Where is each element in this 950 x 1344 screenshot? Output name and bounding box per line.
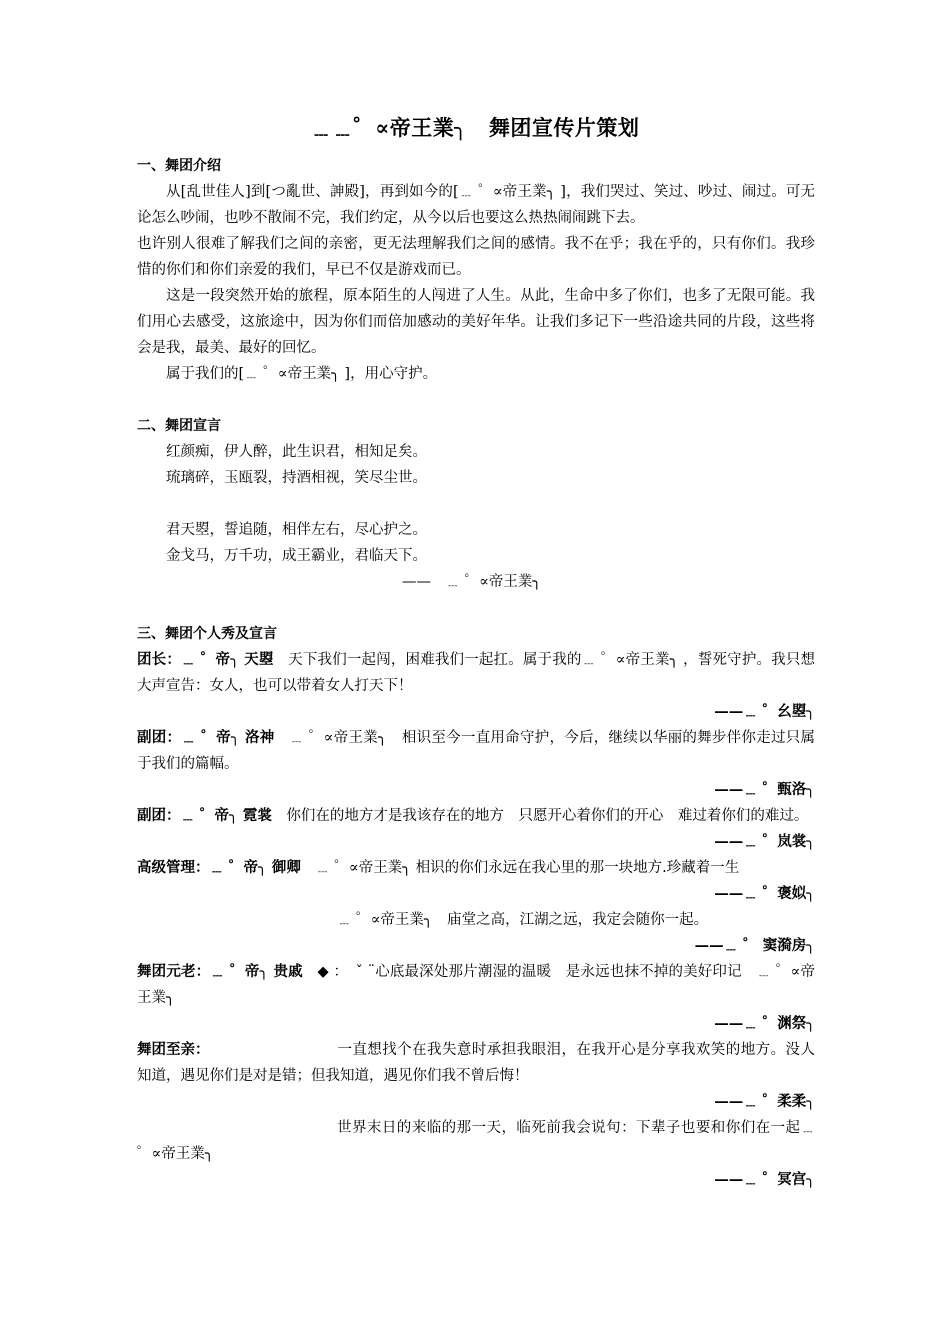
spacer [137, 387, 815, 413]
document-body [137, 153, 815, 1193]
member-statement: 天下我们一起闯，困难我们一起扛。属于我的﹍ ゜∝帝王業╮ ，誓死守护。我只想大声宣告：女人，也可以带着女人打天下！ [137, 652, 815, 694]
member-role: 舞团至亲： [137, 1041, 210, 1058]
member-signature: ——﹍ ゜岚裳╮ [714, 833, 815, 850]
member-statement: 世界末日的来临的那一天，临死前我会说句：下辈子也要和你们在一起﹍ ゜∝帝王業╮ [137, 1120, 815, 1162]
member-signature: ——﹍ ゜甄洛╮ [714, 781, 815, 798]
member-statement: ﹍ ゜∝帝王業╮ 相识的你们永远在我心里的那一块地方.珍藏着一生 [300, 860, 740, 876]
member-entry [137, 855, 815, 881]
spacer [137, 491, 815, 517]
member-role: 副团：﹍ ゜帝╮ 洛神 [137, 729, 275, 746]
member-entry [137, 647, 815, 699]
member-role: 团长：﹍ ゜帝╮ 天曌 [137, 651, 274, 668]
member-signature: ——﹍ ゜柔柔╮ [714, 1093, 815, 1110]
member-role: 舞团元老：﹍ ゜帝╮ 贵戚 [137, 963, 303, 980]
member-signature: ——﹍ ゜ 窦漪房╮ [694, 937, 815, 954]
spacer [137, 595, 815, 621]
member-signature: ——﹍ ゜冥宫╮ [714, 1171, 815, 1188]
member-statement: 一直想找个在我失意时承担我眼泪，在我开心是分享我欢笑的地方。没人知道，遇见你们是对是错；但我知道，遇见你们我不曾后悔！ [137, 1042, 815, 1084]
member-role: 高级管理：﹍ ゜帝╮ 御卿 [137, 859, 301, 876]
section-heading-members: 三、舞团个人秀及宣言 [137, 626, 277, 642]
declaration-signature: —— ﹍ ゜∝帝王業╮ [402, 574, 542, 590]
declaration-line-1: 红颜痴，伊人醉，此生识君，相知足矣。 [166, 444, 427, 460]
member-statement: ﹍ ゜∝帝王業╮ 相识至今一直用命守护，今后，继续以华丽的舞步伴你走过只属于我们的篇幅。 [137, 730, 816, 772]
declaration-line-3: 君天曌，誓追随，相伴左右，尽心护之。 [166, 522, 427, 538]
member-signature: ——﹍ ゜幺曌╮ [714, 703, 815, 720]
declaration-line-2: 琉璃碎，玉瓯裂，持酒相视，笑尽尘世。 [166, 470, 427, 486]
intro-paragraph-2: 也许别人很难了解我们之间的亲密，更无法理解我们之间的感情。我不在乎；我在乎的，只有你们。我珍惜的你们和你们亲爱的我们，早已不仅是游戏而已。 [137, 236, 815, 278]
section-heading-declaration: 二、舞团宣言 [137, 418, 221, 434]
member-signature: ——﹍ ゜褒姒╮ [714, 885, 815, 902]
member-entry [137, 1037, 815, 1089]
member-entry [137, 907, 815, 933]
member-statement: ◆ ： ˇ ¨心底最深处那片潮湿的温暖 是永远也抹不掉的美好印记 ﹍ ゜∝帝王業╮ [137, 964, 815, 1006]
page-title: ﹍﹍゜∝帝王業╮ 舞团宣传片策划 [310, 115, 640, 140]
member-entry [137, 1115, 815, 1167]
member-statement: 你们在的地方才是我该存在的地方 只愿开心着你们的开心 难过着你们的难过。 [271, 808, 809, 824]
section-heading-intro: 一、舞团介绍 [137, 158, 221, 174]
member-entry [137, 725, 815, 777]
intro-paragraph-4: 属于我们的[﹍ ゜∝帝王業╮ ]，用心守护。 [166, 366, 438, 382]
member-entry [137, 803, 815, 829]
member-role: 副团：﹍ ゜帝╮ 霓裳 [137, 807, 272, 824]
intro-paragraph-3: 这是一段突然开始的旅程，原本陌生的人闯进了人生。从此，生命中多了你们，也多了无限可能。我们用心去感受，这旅途中，因为你们而倍加感动的美好年华。让我们多记下一些沿途共同的片段，这些将会是我，最美、最好的回忆。 [137, 288, 815, 356]
member-entry [137, 959, 815, 1011]
intro-paragraph-1: 从[乱世佳人]到[つ亂世、訷殿]，再到如今的[﹍ ゜∝帝王業╮ ]，我们哭过、笑过、吵过、闹过。可无论怎么吵闹，也吵不散闹不完，我们约定，从今以后也要这么热热闹闹跳下去。 [137, 184, 815, 226]
member-statement: ﹍ ゜∝帝王業╮ 庙堂之高，江湖之远，我定会随你一起。 [337, 912, 709, 928]
declaration-line-4: 金戈马，万千功，成王霸业，君临天下。 [166, 548, 427, 564]
member-signature: ——﹍ ゜渊祭╮ [714, 1015, 815, 1032]
